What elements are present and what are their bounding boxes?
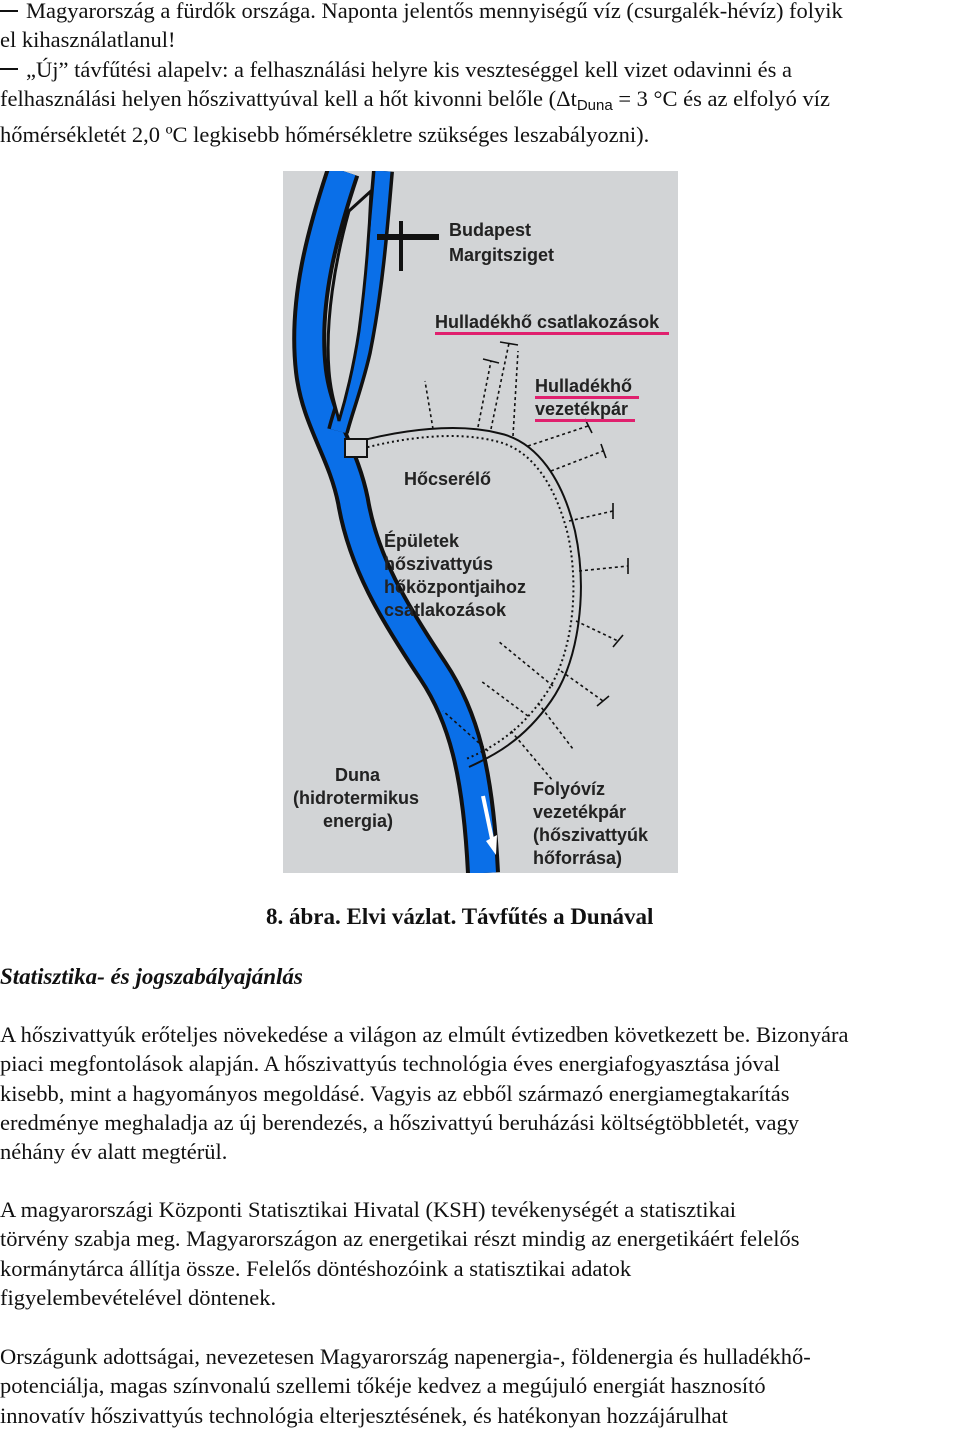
body-paragraph-2 — [0, 1195, 960, 1312]
intro-line-2: el kihasználatlanul! — [0, 27, 176, 53]
label-waste-heat-connections: Hulladékhő csatlakozások — [435, 312, 660, 332]
paragraph-line: eredménye meghaladja az új berendezés, a hőszivattyú beruházási költségtöbbletét, vagy — [0, 1109, 800, 1135]
section-title: Statisztika- és jogszabályajánlás — [0, 964, 303, 989]
body-paragraph-3 — [0, 1342, 960, 1430]
label-river-pipe-4: hőforrása) — [533, 848, 623, 868]
district-heating-diagram — [283, 171, 678, 873]
heat-exchanger-icon — [345, 439, 367, 457]
label-buildings-2: hőszivattyús — [384, 554, 494, 574]
label-buildings-4: csatlakozások — [384, 600, 507, 620]
label-margitsziget: Margitsziget — [449, 245, 555, 265]
label-heat-exchanger: Hőcserélő — [404, 469, 492, 489]
bullet-line-1: „Új” távfűtési alapelv: a felhasználási helyre kis veszteséggel kell vizet odavinni és a — [0, 55, 960, 84]
paragraph-line: néhány év alatt megtérül. — [0, 1139, 228, 1165]
bullet-line-3: hőmérsékletét 2,0 ºC legkisebb hőmérsékletre szükséges leszabályozni). — [0, 122, 650, 148]
label-budapest: Budapest — [449, 220, 532, 240]
paragraph-line: innovatív hőszivattyús technológia elterjesztésének, és hatékonyan hozzájárulhat — [0, 1402, 728, 1428]
label-underline — [535, 419, 635, 422]
paragraph-line: kormánytárca állítja össze. Felelős döntéshozóink a statisztikai adatok — [0, 1255, 632, 1281]
label-waste-heat-pipe-1: Hulladékhő — [535, 376, 633, 396]
label-buildings-1: Épületek — [384, 531, 460, 551]
label-river-pipe-1: Folyóvíz — [533, 779, 606, 799]
paragraph-line: törvény szabja meg. Magyarországon az energetikai részt mindig az energetikáért felelős — [0, 1226, 800, 1252]
label-duna-3: energia) — [323, 811, 394, 831]
dash-bullet-icon — [0, 10, 18, 12]
bullet-line-2: felhasználási helyen hőszivattyúval kell a hőt kivonni belőle ($\Delta t_{Duna} = 3$ °C és az elfolyó víz — [0, 85, 830, 114]
paragraph-line: A magyarországi Központi Statisztikai Hivatal (KSH) tevékenységét a statisztikai — [0, 1197, 737, 1222]
dash-bullet-icon — [0, 68, 18, 70]
figure-caption: 8. ábra. Elvi vázlat. Távfűtés a Dunával — [266, 904, 654, 929]
delta-t-symbol: Δt — [556, 85, 577, 111]
label-duna-2: (hidrotermikus — [293, 788, 420, 808]
label-waste-heat-pipe-2: vezetékpár — [535, 399, 629, 419]
intro-paragraph — [0, 0, 960, 149]
paragraph-line: piaci megfontolások alapján. A hőszivattyús technológia éves energiafogyasztása jóval — [0, 1051, 780, 1077]
paragraph-line: kisebb, mint a hagyományos megoldásé. Vagyis az ebből származó energiamegtakarítás — [0, 1080, 790, 1106]
label-river-pipe-2: vezetékpár — [533, 802, 627, 822]
label-buildings-3: hőközpontjaihoz — [384, 577, 526, 597]
paragraph-line: A hőszivattyúk erőteljes növekedése a világon az elmúlt évtizedben következett be. Bizonyára — [0, 1022, 849, 1047]
label-river-pipe-3: (hőszivattyúk — [533, 825, 649, 845]
paragraph-line: figyelembevételével döntenek. — [0, 1284, 277, 1310]
body-paragraph-1 — [0, 1020, 960, 1166]
intro-line-1: Magyarország a fürdők országa. Naponta jelentős mennyiségű víz (csurgalék-hévíz) folyik — [0, 0, 960, 25]
label-underline — [435, 332, 669, 335]
delta-subscript: Duna — [576, 96, 613, 114]
label-duna-1: Duna — [335, 765, 380, 785]
paragraph-line: potenciálja, magas színvonalú szellemi tőkéje kedvez a megújuló energiát hasznosító — [0, 1373, 766, 1399]
paragraph-line: Országunk adottságai, nevezetesen Magyarország napenergia-, földenergia és hulladékhő- — [0, 1344, 811, 1369]
